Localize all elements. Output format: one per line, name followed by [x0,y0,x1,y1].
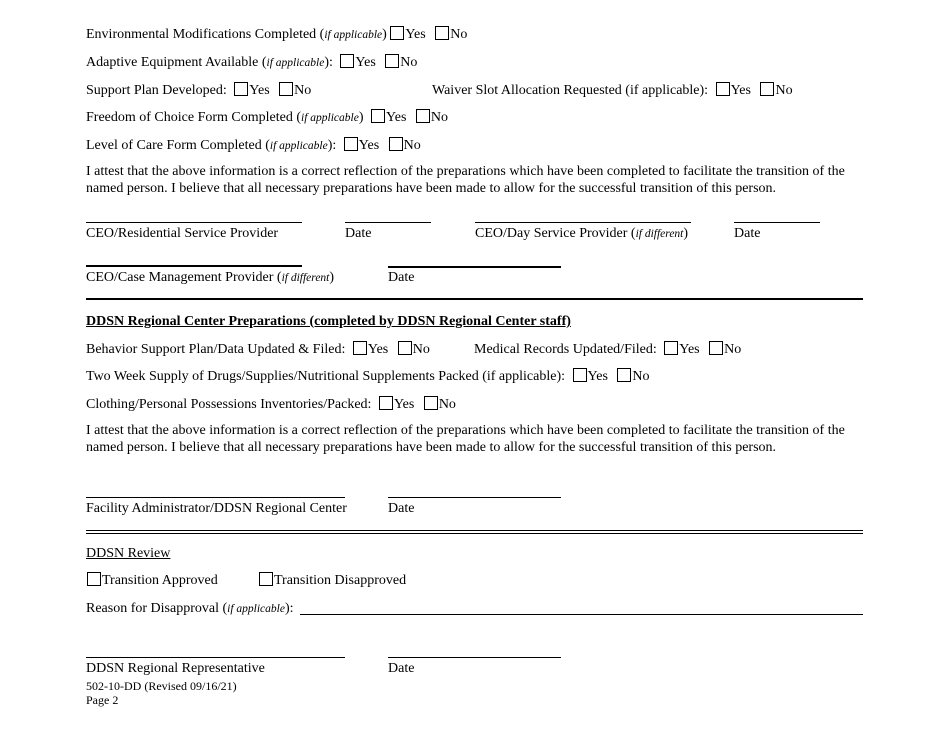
adaptive-suffix: ): [324,55,333,70]
env-mods-row [86,26,467,44]
approved-checkbox[interactable] [87,572,101,586]
page-number: Page 2 [86,693,119,707]
date-label: Date [388,661,415,676]
ceo-residential-label: CEO/Residential Service Provider [86,226,279,241]
no-label: No [724,342,742,357]
no-label: No [450,27,468,42]
date-line[interactable] [388,657,561,658]
no-label: No [400,55,418,70]
adaptive-yes-checkbox[interactable] [340,54,354,68]
adaptive-row [86,54,417,72]
disapproved-label: Transition Disapproved [274,573,407,588]
review-heading: DDSN Review [86,546,171,561]
reason-note: if applicable [227,603,285,615]
disapproved-checkbox[interactable] [259,572,273,586]
no-label: No [438,397,456,412]
reason-label [86,600,294,618]
freedom-choice-suffix: ) [358,110,364,125]
yes-label: Yes [587,369,608,384]
reason-suffix: ): [284,601,294,616]
date-label: Date [388,501,415,516]
reason-text: Reason for Disapproval ( [86,601,228,616]
yes-label: Yes [730,83,751,98]
form-number: 502-10-DD (Revised 09/16/21) [86,679,237,693]
attestation-paragraph: I attest that the above information is a correct reflection of the preparations which have been completed to facilitate the transition of the named person. I believe that all necessary preparations have been made to allow for the successful transition of this person. [86,164,845,196]
ceo-day-label [475,225,688,243]
close-paren: ) [683,226,689,241]
clothing-label: Clothing/Personal Possessions Inventories/Packed: [86,397,372,412]
freedom-choice-yes-checkbox[interactable] [371,109,385,123]
date-line[interactable] [345,222,431,223]
medical-yes-checkbox[interactable] [664,341,678,355]
no-label: No [775,83,793,98]
section-divider [86,530,863,531]
level-of-care-suffix: ): [327,138,337,153]
if-different-note: if different [281,272,330,284]
ceo-case-text: CEO/Case Management Provider ( [86,270,282,285]
support-plan-no-checkbox[interactable] [279,82,293,96]
env-mods-label: Environmental Modifications Completed ( [86,27,325,42]
freedom-choice-label: Freedom of Choice Form Completed ( [86,110,302,125]
adaptive-no-checkbox[interactable] [385,54,399,68]
clothing-row [86,396,456,413]
date-line[interactable] [734,222,820,223]
yes-label: Yes [679,342,700,357]
behavior-yes-checkbox[interactable] [353,341,367,355]
date-label: Date [734,226,761,241]
freedom-choice-note: if applicable [301,112,359,124]
support-plan-row [86,82,311,99]
signature-line[interactable] [86,497,345,498]
level-of-care-row [86,137,421,155]
adaptive-note: if applicable [266,57,325,69]
representative-label: DDSN Regional Representative [86,661,265,676]
section-divider [86,298,863,300]
level-of-care-no-checkbox[interactable] [389,137,403,151]
env-mods-yes-checkbox[interactable] [390,26,404,40]
freedom-choice-no-checkbox[interactable] [416,109,430,123]
two-week-row [86,368,650,385]
yes-label: Yes [367,342,389,357]
approved-label: Transition Approved [102,573,218,588]
facility-admin-label: Facility Administrator/DDSN Regional Center [86,501,347,516]
behavior-no-checkbox[interactable] [398,341,412,355]
medical-label: Medical Records Updated/Filed: [474,342,657,357]
env-mods-suffix: ) [382,27,387,42]
two-week-no-checkbox[interactable] [617,368,631,382]
ceo-case-label [86,269,334,287]
adaptive-label: Adaptive Equipment Available ( [86,55,267,70]
close-paren: ) [329,270,335,285]
date-label: Date [345,226,372,241]
behavior-label: Behavior Support Plan/Data Updated & Filed: [86,342,346,357]
ceo-day-text: CEO/Day Service Provider ( [475,226,636,241]
support-plan-yes-checkbox[interactable] [234,82,248,96]
yes-label: Yes [386,110,407,125]
waiver-slot-label: Waiver Slot Allocation Requested (if applicable): [432,83,709,98]
attestation-paragraph: I attest that the above information is a correct reflection of the preparations which have been completed to facilitate the transition of the named person. I believe that all necessary preparations have been made to allow for the successful transition of this person. [86,423,845,455]
section-divider [86,533,863,534]
level-of-care-yes-checkbox[interactable] [344,137,358,151]
no-label: No [403,138,421,153]
env-mods-note: if applicable [324,29,383,41]
no-label: No [412,342,430,357]
waiver-slot-no-checkbox[interactable] [760,82,774,96]
medical-row [474,341,741,358]
behavior-row [86,341,430,358]
waiver-slot-row [432,82,793,99]
clothing-yes-checkbox[interactable] [379,396,393,410]
no-label: No [294,83,312,98]
signature-line[interactable] [86,222,302,223]
if-different-note: if different [635,228,684,240]
signature-line[interactable] [475,222,691,223]
yes-label: Yes [249,83,270,98]
reason-input-line[interactable] [300,614,863,615]
date-line[interactable] [388,497,561,498]
yes-label: Yes [358,138,380,153]
two-week-yes-checkbox[interactable] [573,368,587,382]
signature-line[interactable] [86,657,345,658]
approved-row [86,572,218,589]
level-of-care-label: Level of Care Form Completed ( [86,138,270,153]
clothing-no-checkbox[interactable] [424,396,438,410]
freedom-choice-row [86,109,448,127]
yes-label: Yes [393,397,415,412]
waiver-slot-yes-checkbox[interactable] [716,82,730,96]
signature-line[interactable] [86,265,302,267]
env-mods-no-checkbox[interactable] [435,26,449,40]
medical-no-checkbox[interactable] [709,341,723,355]
level-of-care-note: if applicable [269,140,328,152]
yes-label: Yes [405,27,426,42]
disapproved-row [259,572,406,589]
date-label: Date [388,270,415,285]
no-label: No [632,369,650,384]
no-label: No [430,110,449,125]
support-plan-label: Support Plan Developed: [86,83,227,98]
date-line[interactable] [388,266,561,268]
two-week-label: Two Week Supply of Drugs/Supplies/Nutritional Supplements Packed (if applicable): [86,369,566,384]
regional-heading: DDSN Regional Center Preparations (completed by DDSN Regional Center staff) [86,314,571,329]
yes-label: Yes [355,55,376,70]
